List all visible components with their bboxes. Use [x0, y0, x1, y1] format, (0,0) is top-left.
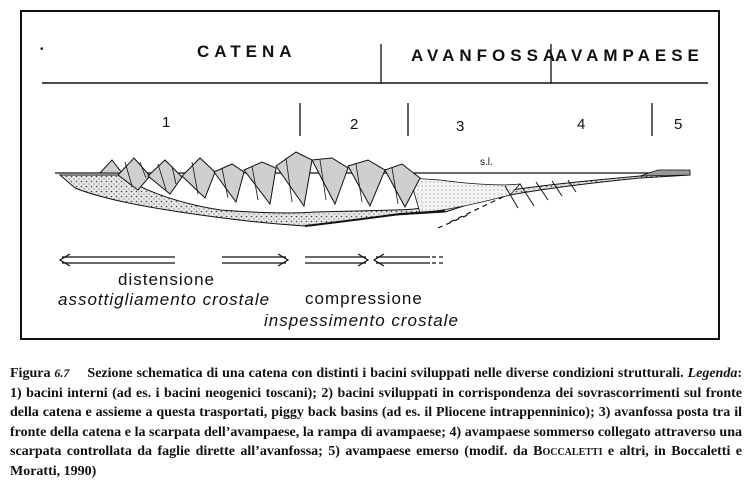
corner-mark: •: [40, 44, 44, 55]
header-catena: CATENA: [197, 42, 297, 61]
avanfossa-sediment: [410, 178, 520, 213]
compression-arrows: [305, 254, 445, 266]
zone-1: 1: [162, 114, 171, 131]
zone-3: 3: [456, 118, 465, 135]
label-distensione: distensione: [118, 270, 216, 289]
legend-label: Legenda: [687, 366, 738, 381]
label-assottigliamento: assottigliamento crostale: [58, 290, 271, 309]
caption-title: Sezione schematica di una catena con distinti i bacini sviluppati nelle diverse condizioni strutturali.: [87, 366, 684, 381]
zone-5: 5: [674, 116, 683, 133]
sea-level-label: s.l.: [480, 157, 493, 168]
figure-label: Figura 6.7: [10, 366, 70, 381]
zone-2: 2: [350, 116, 359, 133]
zone-4: 4: [577, 116, 586, 133]
distension-arrows: [60, 254, 288, 266]
legend-text: : 1) bacini interni (ad es. i bacini neogenici toscani); 2) bacini sviluppati in corrispondenza dei sovrascorrimenti sul fronte della catena e assieme a questa trasportati, piggy back basins (ad es. il Pliocene intrappenninico); 3) avanfossa posta tra il fronte della catena e la scarpata dell’avampaese, la rampa di avampaese; 4) avampaese sommerso collegato attraverso una scarpata controllata da faglie dirette all’avanfossa; 5) avampaese emerso (modif. da: [10, 366, 742, 460]
legend-author: Boccaletti: [533, 444, 603, 460]
header-avampaese: AVAMPAESE: [555, 46, 704, 65]
figure-caption: [10, 364, 742, 482]
legend-tail: e altri, in Boccaletti e Moratti, 1990): [10, 444, 742, 479]
label-inspessimento: inspessimento crostale: [264, 311, 459, 330]
label-compressione: compressione: [305, 289, 423, 308]
header-avanfossa: AVANFOSSA: [411, 46, 561, 65]
